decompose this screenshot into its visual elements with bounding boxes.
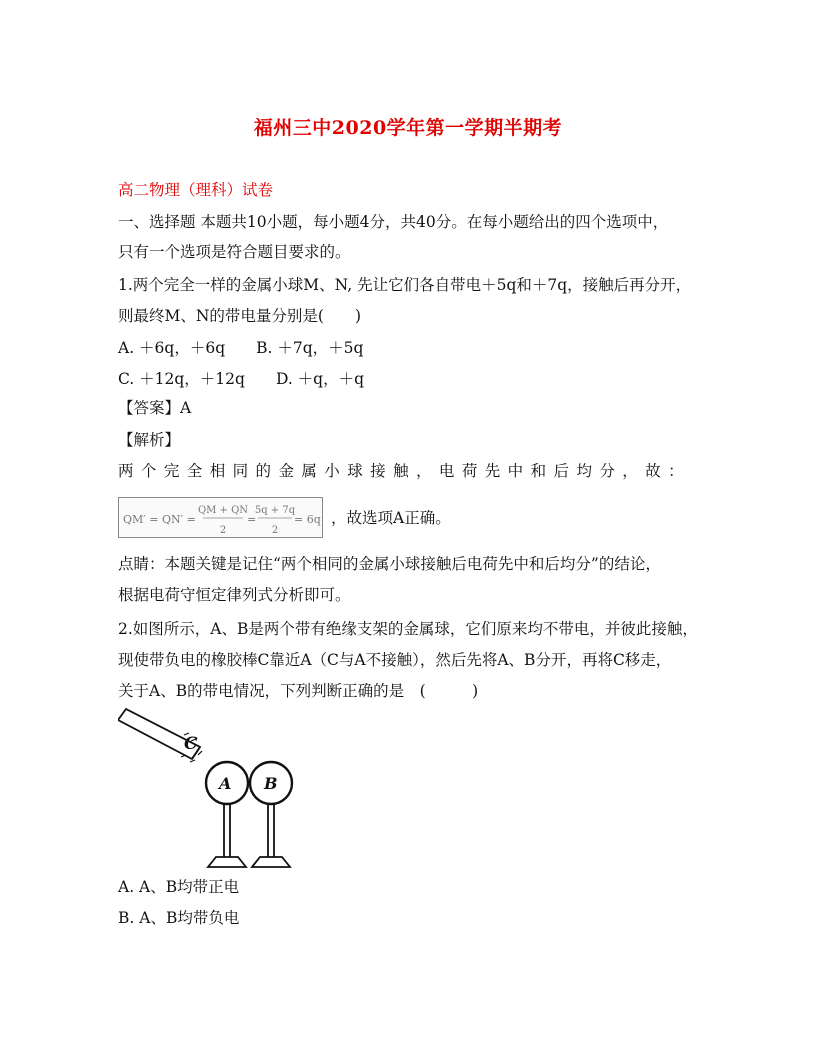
analysis-char: 先 xyxy=(484,462,501,480)
svg-text:=: = xyxy=(247,513,257,526)
analysis-char: 个 xyxy=(140,462,157,480)
formula-denominator-1: 2 xyxy=(219,525,227,536)
analysis-char: 的 xyxy=(255,462,272,480)
formula-lhs: QM′ = QN′ = xyxy=(123,513,196,526)
formula-numerator-2: 5q + 7q xyxy=(254,505,296,516)
analysis-char: ， xyxy=(415,462,432,480)
formula-result: = 6q xyxy=(294,513,321,526)
comment-line-1: 点睛：本题关键是记住“两个相同的金属小球接触后电荷先中和后均分”的结论， xyxy=(118,555,661,573)
analysis-char: 两 xyxy=(118,462,134,480)
analysis-char: 小 xyxy=(324,462,340,480)
section-intro-line-1: 一、选择题 本题共10小题，每小题4分，共40分。在每小题给出的四个选项中， xyxy=(118,213,669,231)
question-1-answer: 【答案】A xyxy=(118,399,192,417)
analysis-char: 完 xyxy=(163,462,180,480)
label-b: B xyxy=(264,774,278,793)
question-2-option-b: B. A、B均带负电 xyxy=(118,909,240,927)
comment-line-2: 根据电荷守恒定律列式分析即可。 xyxy=(118,586,351,604)
question-1-stem-line-1: 1.两个完全一样的金属小球M、N, 先让它们各自带电＋5q和＋7q，接触后再分开， xyxy=(118,276,692,294)
analysis-char: 中 xyxy=(507,462,524,480)
formula-numerator-1: QM + QN xyxy=(197,505,249,516)
question-2-stem-line-1: 2.如图所示，A、B是两个带有绝缘支架的金属球，它们原来均不带电，并彼此接触， xyxy=(118,620,698,638)
analysis-char: 故 xyxy=(645,462,661,480)
question-2-stem-line-2: 现使带负电的橡胶棒C靠近A（C与A不接触），然后先将A、B分开，再将C移走， xyxy=(118,651,672,669)
analysis-char: 后 xyxy=(553,462,570,480)
label-c: C xyxy=(184,734,198,754)
exam-subtitle: 高二物理（理科）试卷 xyxy=(118,181,274,199)
analysis-char: 相 xyxy=(209,462,226,480)
analysis-char: 触 xyxy=(393,462,409,480)
analysis-char: 全 xyxy=(186,462,203,480)
question-2-stem-line-3: 关于A、B的带电情况，下列判断正确的是 ( ) xyxy=(118,682,479,700)
exam-title: 福州三中2020学年第一学期半期考 xyxy=(253,117,563,139)
analysis-char: 电 xyxy=(438,462,455,480)
label-a: A xyxy=(219,774,232,793)
question-1-analysis-text xyxy=(118,461,684,481)
question-2-option-a: A. A、B均带正电 xyxy=(118,878,240,896)
analysis-char: 荷 xyxy=(461,462,478,480)
electrostatics-figure xyxy=(118,705,318,875)
analysis-char: ： xyxy=(668,462,684,480)
analysis-char: ， xyxy=(622,462,638,480)
analysis-char: 和 xyxy=(530,462,547,480)
analysis-char: 均 xyxy=(576,462,592,480)
analysis-char: 分 xyxy=(599,462,615,480)
question-1-options-cd: C. ＋12q，＋12q D. ＋q，＋q xyxy=(118,370,365,388)
analysis-char: 金 xyxy=(278,462,294,480)
analysis-char: 接 xyxy=(370,462,386,480)
analysis-char: 同 xyxy=(232,462,249,480)
question-1-analysis-label: 【解析】 xyxy=(118,431,181,449)
question-1-stem-line-2: 则最终M、N的带电量分别是( ) xyxy=(118,307,362,325)
stand-a xyxy=(208,804,246,867)
formula-conclusion: ，故选项A正确。 xyxy=(331,509,451,527)
analysis-char: 属 xyxy=(301,462,317,480)
formula-denominator-2: 2 xyxy=(271,525,279,536)
question-1-options-ab: A. ＋6q，＋6q B. ＋7q，＋5q xyxy=(118,339,364,357)
section-intro-line-2: 只有一个选项是符合题目要求的。 xyxy=(118,243,351,261)
stand-b xyxy=(252,804,290,867)
analysis-char: 球 xyxy=(347,462,363,480)
formula-image xyxy=(118,497,323,538)
